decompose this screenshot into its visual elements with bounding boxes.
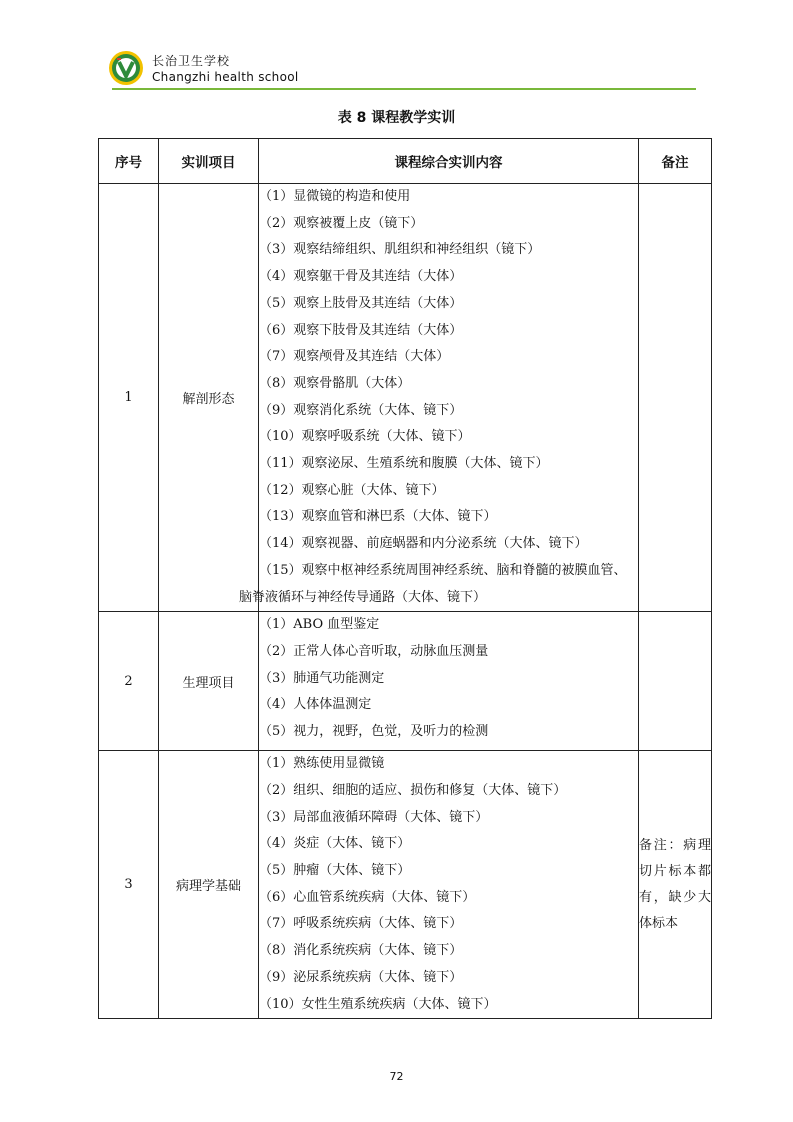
list-item: （8）消化系统疾病（大体、镜下） <box>259 943 463 959</box>
list-item: （10）女性生殖系统疾病（大体、镜下） <box>259 996 497 1012</box>
table-header-row <box>99 139 712 184</box>
list-item: （3）局部血液循环障碍（大体、镜下） <box>259 809 489 825</box>
row-items <box>259 612 639 751</box>
row-items <box>239 184 639 612</box>
list-item: （6）观察下肢骨及其连结（大体） <box>259 322 463 338</box>
list-item: （3）观察结缔组织、肌组织和神经组织（镜下） <box>259 242 541 258</box>
row-note <box>639 612 712 751</box>
column-header: 序号 <box>99 139 159 184</box>
row-note <box>639 184 712 612</box>
list-item: （1）ABO 血型鉴定 <box>259 617 380 633</box>
school-logo-icon <box>108 50 144 86</box>
list-item: （4）人体体温测定 <box>259 697 372 713</box>
row-number: 2 <box>99 612 159 751</box>
list-item: （8）观察骨骼肌（大体） <box>259 375 411 391</box>
list-item: （2）正常人体心音听取，动脉血压测量 <box>259 643 489 659</box>
list-item: （12）观察心脏（大体、镜下） <box>259 482 445 498</box>
table-row <box>99 751 712 1019</box>
row-note: 备注：病理切片标本都有，缺少大体标本 <box>639 751 712 1019</box>
list-item: （5）观察上肢骨及其连结（大体） <box>259 295 463 311</box>
list-item: （14）观察视器、前庭蜗器和内分泌系统（大体、镜下） <box>259 536 588 552</box>
list-item: （10）观察呼吸系统（大体、镜下） <box>259 429 471 445</box>
list-item: （13）观察血管和淋巴系（大体、镜下） <box>259 509 497 525</box>
list-item: （11）观察泌尿、生殖系统和腹膜（大体、镜下） <box>259 456 549 472</box>
column-header: 备注 <box>639 139 712 184</box>
list-item: （6）心血管系统疾病（大体、镜下） <box>259 889 476 905</box>
list-item: （4）观察躯干骨及其连结（大体） <box>259 269 463 285</box>
list-item: （9）观察消化系统（大体、镜下） <box>259 402 463 418</box>
list-item: （1）显微镜的构造和使用 <box>259 189 411 204</box>
row-items <box>259 751 639 1019</box>
row-project: 病理学基础 <box>159 751 259 1019</box>
list-item: （1）熟练使用显微镜 <box>259 756 385 772</box>
column-header: 实训项目 <box>159 139 259 184</box>
list-item: （15）观察中枢神经系统周围神经系统、脑和脊髓的被膜血管、脑脊液循环与神经传导通路（大体、镜下） <box>239 562 627 605</box>
list-item: （7）观察颅骨及其连结（大体） <box>259 349 450 365</box>
list-item: （5）视力，视野，色觉，及听力的检测 <box>259 724 489 740</box>
training-table <box>98 138 712 1019</box>
list-item: （2）组织、细胞的适应、损伤和修复（大体、镜下） <box>259 782 567 798</box>
row-project: 解剖形态 <box>159 184 259 612</box>
row-number: 1 <box>99 184 159 612</box>
page-number: 72 <box>389 1070 404 1083</box>
school-name-en: Changzhi health school <box>152 70 299 84</box>
page-header <box>108 48 696 90</box>
table-title: 表 8 课程教学实训 <box>337 110 456 126</box>
row-number: 3 <box>99 751 159 1019</box>
list-item: （4）炎症（大体、镜下） <box>259 836 411 852</box>
school-name-cn: 长治卫生学校 <box>152 54 231 68</box>
header-divider <box>112 88 696 90</box>
table-row <box>99 612 712 751</box>
list-item: （3）肺通气功能测定 <box>259 670 385 686</box>
list-item: （7）呼吸系统疾病（大体、镜下） <box>259 916 463 932</box>
list-item: （5）肿瘤（大体、镜下） <box>259 863 411 879</box>
column-header: 课程综合实训内容 <box>259 139 639 184</box>
list-item: （2）观察被覆上皮（镜下） <box>259 215 424 231</box>
list-item: （9）泌尿系统疾病（大体、镜下） <box>259 969 463 985</box>
row-project: 生理项目 <box>159 612 259 751</box>
table-row <box>99 184 712 612</box>
